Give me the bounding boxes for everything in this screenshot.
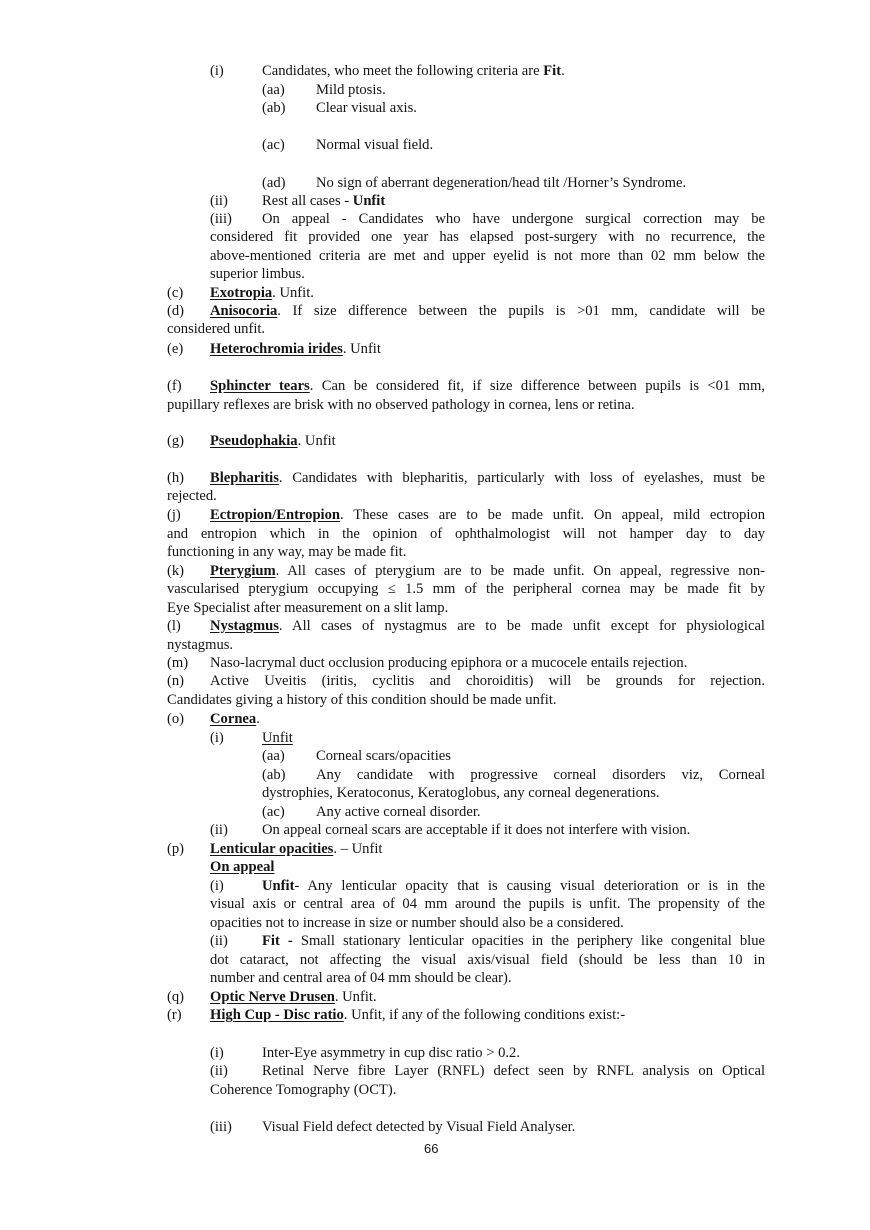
section-label: (c) (167, 285, 184, 301)
item-text: visual axis or central area of 04 mm around the pupils is unfit. The propensity of the (210, 896, 765, 912)
subitem-text: Corneal scars/opacities (316, 748, 451, 764)
section-text: Eye Specialist after measurement on a slit lamp. (167, 600, 449, 616)
item-label: (i) (210, 63, 224, 79)
subitem-label: (ac) (262, 804, 285, 820)
subitem-label: (ad) (262, 175, 286, 191)
subitem-text: dystrophies, Keratoconus, Keratoglobus, any corneal degenerations. (262, 785, 660, 801)
section-label: (o) (167, 711, 185, 727)
section-text: rejected. (167, 488, 217, 504)
section-heading: Heterochromia irides (210, 341, 343, 357)
section-text: Cornea. (210, 711, 260, 727)
item-label: (i) (210, 730, 224, 746)
section-text: functioning in any way, may be made fit. (167, 544, 407, 560)
section-text: Candidates giving a history of this condition should be made unfit. (167, 692, 557, 708)
item-label: (ii) (210, 933, 228, 949)
section-heading: Exotropia (210, 285, 273, 301)
section-label: (n) (167, 673, 185, 689)
section-label: (k) (167, 563, 185, 579)
subitem-text: Normal visual field. (316, 137, 434, 153)
subitem-text: Clear visual axis. (316, 100, 417, 116)
section-heading: Ectropion/Entropion (210, 507, 341, 523)
item-label: (ii) (210, 1063, 228, 1079)
section-text: Pterygium. All cases of pterygium are to be made unfit. On appeal, regressive non- (210, 563, 765, 579)
subitem-label: (ac) (262, 137, 285, 153)
item-text: number and central area of 04 mm should be clear). (210, 970, 512, 986)
section-text: vascularised pterygium occupying ≤ 1.5 mm of the peripheral cornea may be made fit by (167, 581, 765, 597)
section-text: Ectropion/Entropion. These cases are to be made unfit. On appeal, mild ectropion (210, 507, 765, 523)
section-text: nystagmus. (167, 637, 234, 653)
section-text: Naso-lacrymal duct occlusion producing epiphora or a mucocele entails rejection. (210, 655, 688, 671)
section-label: (j) (167, 507, 181, 523)
section-label: (q) (167, 989, 185, 1005)
section-heading: Pterygium (210, 563, 276, 579)
item-text: Visual Field defect detected by Visual Field Analyser. (262, 1119, 576, 1135)
section-text: Active Uveitis (iritis, cyclitis and choroiditis) will be grounds for rejection. (210, 673, 765, 689)
item-text: Retinal Nerve fibre Layer (RNFL) defect seen by RNFL analysis on Optical (262, 1063, 765, 1079)
section-text: Blepharitis. Candidates with blepharitis, particularly with loss of eyelashes, must be (210, 470, 765, 486)
section-text: Pseudophakia. Unfit (210, 433, 336, 449)
section-label: (l) (167, 618, 181, 634)
section-text: considered unfit. (167, 321, 266, 337)
section-heading: Pseudophakia (210, 433, 298, 449)
section-label: (e) (167, 341, 184, 357)
section-heading: Blepharitis (210, 470, 279, 486)
item-text: Fit - Small stationary lenticular opacities in the periphery like congenital blue (262, 933, 765, 949)
item-text: Rest all cases - Unfit (262, 193, 386, 209)
item-text: considered fit provided one year has elapsed post-surgery with no recurrence, the (210, 229, 765, 245)
section-heading: High Cup - Disc ratio (210, 1007, 344, 1023)
page-number: 66 (424, 1141, 439, 1156)
section-text: pupillary reflexes are brisk with no observed pathology in cornea, lens or retina. (167, 397, 635, 413)
section-label: (d) (167, 303, 185, 319)
section-text: Exotropia. Unfit. (210, 285, 314, 301)
item-text: dot cataract, not affecting the visual axis/visual field (should be less than 10 in (210, 952, 765, 968)
subitem-text: Any active corneal disorder. (316, 804, 481, 820)
section-heading: Lenticular opacities (210, 841, 334, 857)
item-text: superior limbus. (210, 266, 305, 282)
item-label: (i) (210, 878, 224, 894)
subitem-label: (aa) (262, 82, 285, 98)
item-text: Inter-Eye asymmetry in cup disc ratio > 0.2. (262, 1045, 520, 1061)
section-label: (h) (167, 470, 185, 486)
item-label: (i) (210, 1045, 224, 1061)
section-label: (p) (167, 841, 185, 857)
section-text: Anisocoria. If size difference between the pupils is >01 mm, candidate will be (210, 303, 765, 319)
section-text: High Cup - Disc ratio. Unfit, if any of the following conditions exist:- (210, 1007, 626, 1023)
item-text: On appeal corneal scars are acceptable if it does not interfere with vision. (262, 822, 691, 838)
item-label: (iii) (210, 1119, 232, 1135)
section-label: (g) (167, 433, 185, 449)
section-label: (r) (167, 1007, 182, 1023)
section-label: (f) (167, 378, 182, 394)
item-text: Coherence Tomography (OCT). (210, 1082, 397, 1098)
item-text: opacities not to increase in size or number should also be a considered. (210, 915, 624, 931)
item-text: Unfit- Any lenticular opacity that is causing visual deterioration or is in the (262, 878, 765, 894)
item-heading: Unfit (262, 730, 293, 746)
section-label: (m) (167, 655, 189, 671)
section-text: Lenticular opacities. – Unfit (210, 841, 383, 857)
subitem-text: No sign of aberrant degeneration/head tilt /Horner’s Syndrome. (316, 175, 687, 191)
item-label: (iii) (210, 211, 232, 227)
subitem-label: (ab) (262, 767, 286, 783)
section-text: Sphincter tears. Can be considered fit, if size difference between pupils is <01 mm, (210, 378, 765, 394)
item-label: (ii) (210, 822, 228, 838)
section-text: Nystagmus. All cases of nystagmus are to be made unfit except for physiological (210, 618, 765, 634)
section-heading: Anisocoria (210, 303, 278, 319)
subitem-label: (ab) (262, 100, 286, 116)
item-label: (ii) (210, 193, 228, 209)
section-heading: Sphincter tears (210, 378, 310, 394)
subitem-text: Mild ptosis. (316, 82, 386, 98)
section-heading: Cornea (210, 711, 257, 727)
section-heading: Nystagmus (210, 618, 279, 634)
subitem-label: (aa) (262, 748, 285, 764)
section-text: Heterochromia irides. Unfit (210, 341, 381, 357)
section-text: and entropion which in the opinion of ophthalmologist will not hamper day to day (167, 526, 765, 542)
subitem-text: Any candidate with progressive corneal disorders viz, Corneal (316, 767, 765, 783)
item-text: Candidates, who meet the following criteria are Fit. (262, 63, 565, 79)
section-heading: Optic Nerve Drusen (210, 989, 335, 1005)
item-text: On appeal - Candidates who have undergone surgical correction may be (262, 211, 765, 227)
on-appeal-heading: On appeal (210, 859, 275, 875)
item-text: above-mentioned criteria are met and upper eyelid is not more than 02 mm below the (210, 248, 765, 264)
section-text: Optic Nerve Drusen. Unfit. (210, 989, 377, 1005)
